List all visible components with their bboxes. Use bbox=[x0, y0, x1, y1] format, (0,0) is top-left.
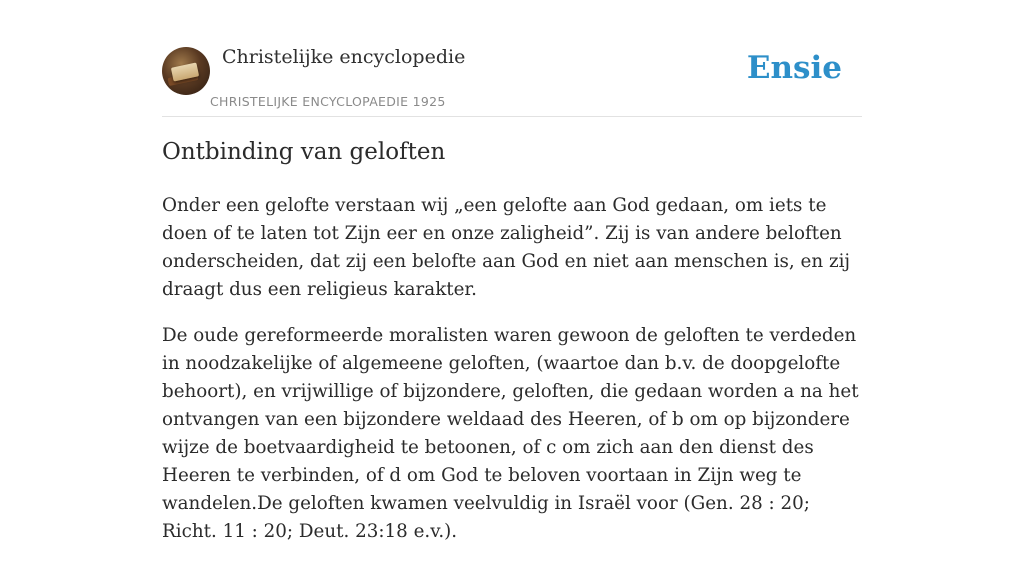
ensie-logo[interactable]: Ensie bbox=[746, 50, 842, 86]
article-title: Ontbinding van geloften bbox=[162, 139, 446, 165]
article-body bbox=[162, 192, 862, 564]
site-name-link[interactable]: Christelijke encyclopedie bbox=[222, 46, 466, 68]
header bbox=[162, 0, 862, 117]
page-container bbox=[162, 0, 862, 542]
encyclopedia-avatar[interactable] bbox=[162, 47, 210, 95]
source-label[interactable]: CHRISTELIJKE ENCYCLOPAEDIE 1925 bbox=[210, 94, 446, 109]
article-paragraph: De oude gereformeerde moralisten waren gewoon de geloften te verdeden in noodzakelijke of algemeene geloften, (waartoe dan b.v. de doopgelofte behoort), en vrijwillige of bijzondere, geloften, die gedaan worden a na het ontvangen van een bijzondere weldaad des Heeren, of b om op bijzondere wijze de boetvaardigheid te betoonen, of c om zich aan den dienst des Heeren te verbinden, of d om God te beloven voortaan in Zijn weg te wandelen.De geloften kwamen veelvuldig in Israël voor (Gen. 28 : 20; Richt. 11 : 20; Deut. 23:18 e.v.). bbox=[162, 325, 859, 542]
article-paragraph: Onder een gelofte verstaan wij „een gelofte aan God gedaan, om iets te doen of te laten tot Zijn eer en onze zaligheid”. Zij is van andere beloften onderscheiden, dat zij een belofte aan God en niet aan menschen is, en zij draagt dus een religieus karakter. bbox=[162, 195, 851, 300]
